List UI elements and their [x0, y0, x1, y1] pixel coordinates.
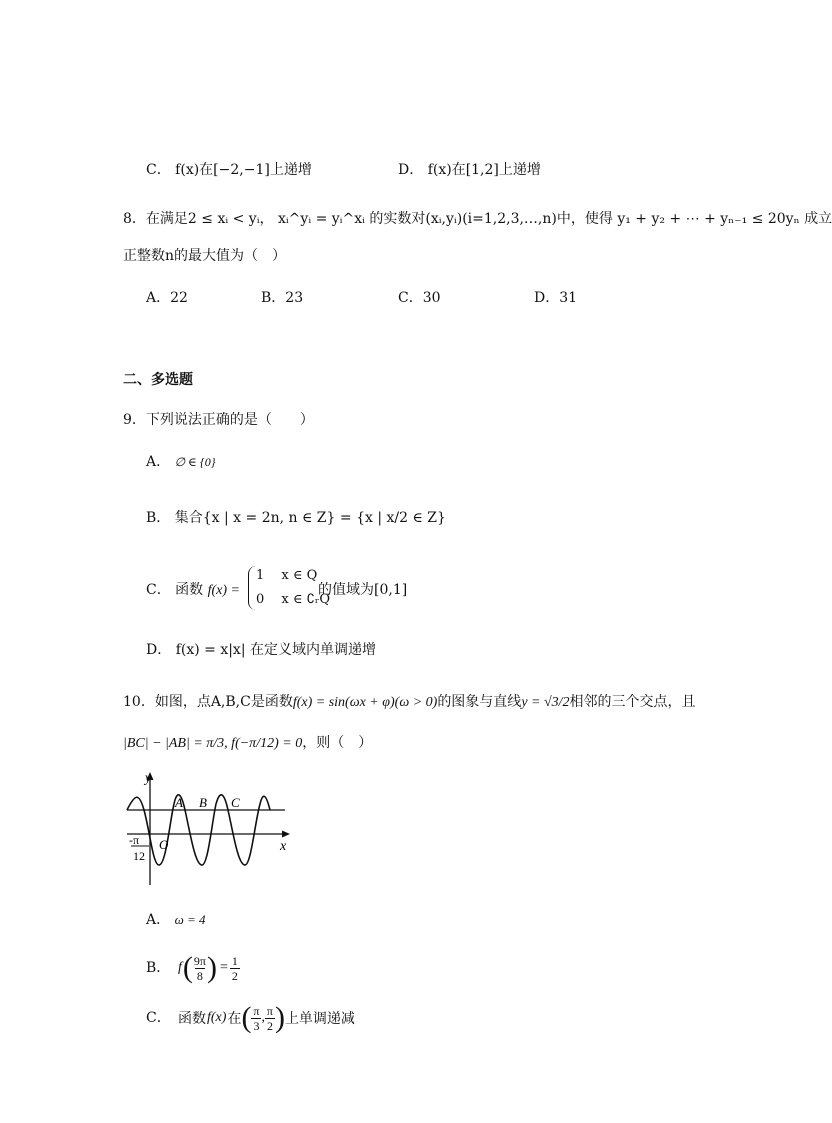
- interval-right-paren: ): [274, 1001, 285, 1034]
- q10-stem-tail: ，则（ ）: [302, 735, 373, 751]
- q10-stem-line2: [123, 733, 372, 754]
- q10-option-c-expr: [178, 1000, 355, 1036]
- q9-option-a-text: ∅ ∈ {0}: [174, 455, 216, 469]
- q9-option-d: [146, 640, 376, 660]
- q8-option-d: [534, 288, 577, 308]
- x-label: x: [280, 839, 287, 854]
- interval-comma: ,: [261, 1010, 265, 1025]
- q10-option-c-fn: f(x): [207, 1010, 227, 1025]
- q8-option-c: [398, 288, 441, 308]
- q8-option-c-label: C．: [398, 290, 423, 306]
- sine-graph: [125, 770, 295, 895]
- q9-option-b-label: B．: [146, 510, 171, 526]
- q10-option-b-eq: =: [219, 960, 228, 975]
- q9-option-a: [146, 452, 216, 472]
- q10-option-a: [146, 910, 206, 930]
- q8-option-d-label: D．: [534, 290, 560, 306]
- x-axis-arrow: [282, 831, 290, 838]
- interval-end-num: π: [266, 1003, 273, 1018]
- q8-option-b: [261, 288, 303, 308]
- y-label: y: [145, 771, 152, 786]
- q8-stem-line2: 正整数n的最大值为（ ）: [123, 248, 287, 264]
- q9-option-c-pre: 函数: [175, 582, 204, 598]
- q10-option-b-expr: [178, 950, 240, 986]
- interval-end: [265, 1004, 275, 1033]
- q9-stem: 9．下列说法正确的是（ ）: [123, 412, 314, 428]
- q8-option-b-label: B．: [261, 290, 286, 306]
- q10-stem-mid: 的图象与直线: [437, 694, 522, 710]
- neg-pi-label: -π: [129, 833, 140, 847]
- q7-option-d-label: D．: [398, 162, 424, 178]
- interval-left-paren: (: [241, 1001, 252, 1034]
- q8-option-c-text: 30: [422, 290, 441, 306]
- q9-option-c-case2: 0 x ∈ ∁ᵣQ: [256, 592, 331, 607]
- right-paren: ): [206, 951, 217, 984]
- q10-option-c-label: C．: [146, 1010, 171, 1026]
- q10-stem-line1: [123, 692, 735, 713]
- q9-option-b: [146, 508, 446, 528]
- q9-option-c-fx: f(x) =: [207, 583, 240, 598]
- interval-start: [251, 1004, 261, 1033]
- interval-start-den: 3: [253, 1018, 260, 1033]
- q8-stem-line1: 8．在满足2 ≤ xᵢ < yᵢ， xᵢ^yᵢ = yᵢ^xᵢ 的实数对(xᵢ,yᵢ)(i=1,2,3,…,n)中，使得 y₁ + y₂ + ⋯ + yₙ₋₁ ≤ 20yₙ 成立: [123, 211, 832, 227]
- left-paren: (: [182, 951, 193, 984]
- q7-option-c-text: f(x)在[−2,−1]上递增: [175, 162, 312, 178]
- q8-option-a: [146, 288, 188, 308]
- q10-stem-eq: y = √3/2: [521, 695, 570, 710]
- q10-option-a-label: A．: [146, 912, 171, 928]
- section-title: 二、多选题: [123, 372, 193, 388]
- q10-stem-pre: 10．如图，点A,B,C是函数: [123, 694, 293, 710]
- q8-option-a-text: 22: [170, 290, 188, 306]
- q10-option-b-fn: f: [178, 960, 182, 975]
- q10-option-b-den: 8: [196, 968, 203, 983]
- q10-option-c-post: 上单调递减: [284, 1011, 355, 1027]
- q10-option-b-rnum: 1: [231, 953, 238, 968]
- q9-option-c-label: C．: [146, 582, 171, 598]
- q10-stem-cond: |BC| − |AB| = π/3, f(−π/12) = 0: [123, 736, 303, 751]
- q10-option-b-num: 9π: [193, 953, 206, 968]
- q10-stem-fn: f(x) = sin(ωx + φ)(ω > 0): [292, 695, 438, 710]
- q9-option-c: [146, 580, 240, 601]
- q9-option-b-text: 集合{x | x = 2n, n ∈ Z} = {x | x/2 ∈ Z}: [174, 510, 446, 526]
- q8-option-b-text: 23: [285, 290, 304, 306]
- q9-option-d-text: f(x) = x|x| 在定义域内单调递增: [175, 642, 376, 658]
- q7-option-c-label: C．: [146, 162, 171, 178]
- q10-option-c-pre: 函数: [178, 1011, 206, 1027]
- q9-option-a-label: A．: [146, 454, 171, 470]
- q8-option-a-label: A．: [146, 290, 171, 306]
- point-a-label: A: [175, 795, 183, 810]
- interval-start-num: π: [253, 1003, 260, 1018]
- q7-option-c: [146, 160, 312, 180]
- q9-option-c-post: 的值域为[0,1]: [318, 582, 408, 598]
- q7-option-d: [398, 160, 541, 180]
- point-b-label: B: [199, 795, 207, 810]
- q10-option-b-result: [230, 954, 240, 983]
- interval-end-den: 2: [266, 1018, 273, 1033]
- point-c-label: C: [231, 795, 240, 810]
- q10-option-a-text: ω = 4: [174, 912, 206, 927]
- q9-option-c-case1: 1 x ∈ Q: [256, 568, 318, 583]
- q10-option-c-mid: 在: [227, 1011, 242, 1027]
- twelve-label: 12: [133, 849, 145, 863]
- q7-option-d-text: f(x)在[1,2]上递增: [427, 162, 541, 178]
- q8-option-d-text: 31: [559, 290, 578, 306]
- q10-stem-post: 相邻的三个交点，且: [569, 694, 696, 710]
- origin-label: O: [159, 837, 169, 852]
- q10-option-b-fraction: [194, 954, 206, 983]
- q10-option-b-label: B．: [146, 960, 171, 976]
- q9-option-d-label: D．: [146, 642, 172, 658]
- q10-option-b-rden: 2: [231, 968, 238, 983]
